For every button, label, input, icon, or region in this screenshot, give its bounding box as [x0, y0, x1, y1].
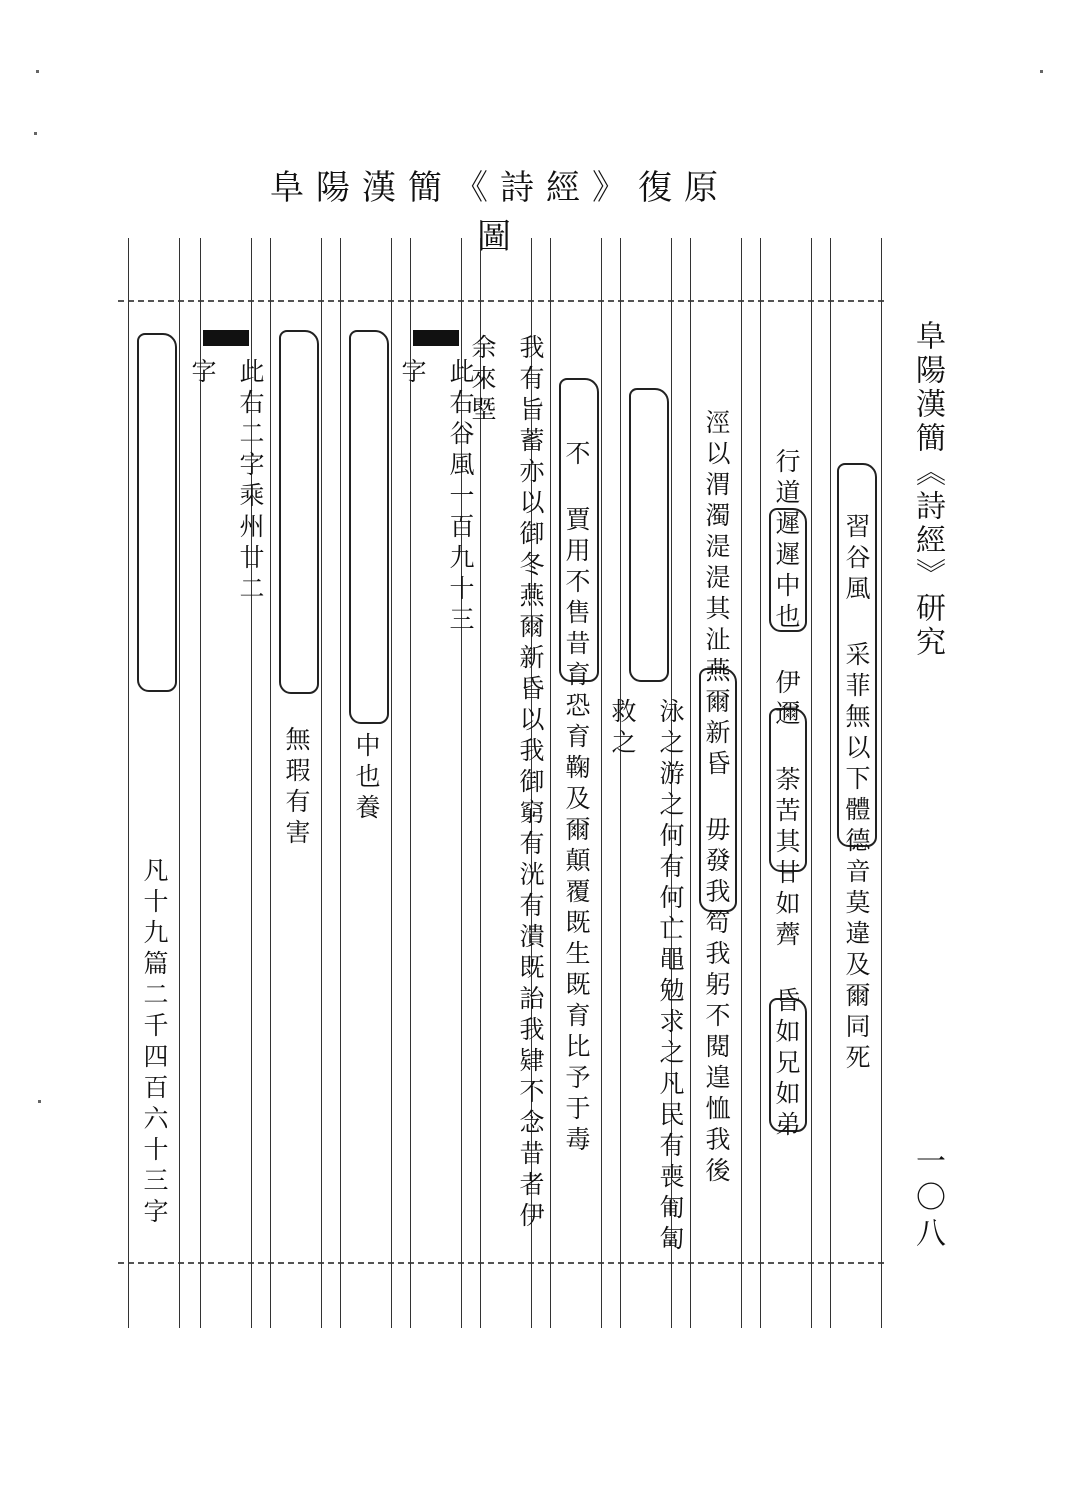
strip-text: 凡十九篇二千四百六十三字 — [140, 857, 169, 1229]
page-title: 阜陽漢簡《詩經》復原圖 — [270, 168, 730, 257]
strip-text: 涇以渭濁湜湜其沚燕爾新昏 毋發我笱我躬不閱遑恤我後 — [702, 408, 731, 1188]
scan-speck — [1040, 70, 1043, 73]
strip-text: 我有旨蓄亦以御冬燕爾新昏以我御窮有洸有潰既詒我肄不念昔者伊余來塈 — [468, 334, 545, 1233]
fragment-outline — [629, 388, 669, 682]
running-head: 阜陽漢簡《詩經》研究 — [910, 320, 945, 660]
strip-text: 中也養 — [352, 731, 381, 825]
page-number: 一〇八 — [910, 1145, 945, 1253]
bamboo-strip — [188, 238, 265, 1328]
strip-text: 行道遲遲中也 伊邇 荼苦其甘如薺 昏如兄如弟 — [772, 448, 801, 1142]
scan-speck — [38, 1100, 41, 1103]
strip-text: 此右二字乘州廿二字 — [188, 358, 265, 606]
bamboo-strip — [760, 238, 812, 1328]
strip-text: 習谷風 采菲無以下體德音莫違及爾同死 — [842, 513, 871, 1075]
bamboo-strip — [550, 238, 602, 1328]
fragment-outline — [137, 333, 177, 692]
scan-speck — [34, 132, 37, 135]
strip-text: 泳之游之何有何亡黽勉求之凡民有喪匍匐救之 — [608, 698, 685, 1256]
strip-black-header — [203, 330, 249, 346]
strip-text: 無瑕有害 — [282, 726, 311, 850]
fragment-outline — [349, 330, 389, 724]
bamboo-strip — [690, 238, 742, 1328]
bamboo-strip — [340, 238, 392, 1328]
strip-black-header — [413, 330, 459, 346]
scan-speck — [36, 70, 39, 73]
bamboo-strip-reconstruction — [118, 238, 884, 1333]
bamboo-strip — [830, 238, 882, 1328]
bamboo-strip — [468, 238, 545, 1328]
bamboo-strip — [398, 238, 475, 1328]
fragment-outline — [279, 330, 319, 694]
strip-text: 不 賈用不售昔育恐育鞠及爾顛覆既生既育比予于毒 — [562, 439, 591, 1157]
bamboo-strip — [128, 238, 180, 1328]
bamboo-strip — [608, 238, 685, 1328]
strip-text: 此右谷風一百九十三字 — [398, 358, 475, 637]
bamboo-strip — [270, 238, 322, 1328]
